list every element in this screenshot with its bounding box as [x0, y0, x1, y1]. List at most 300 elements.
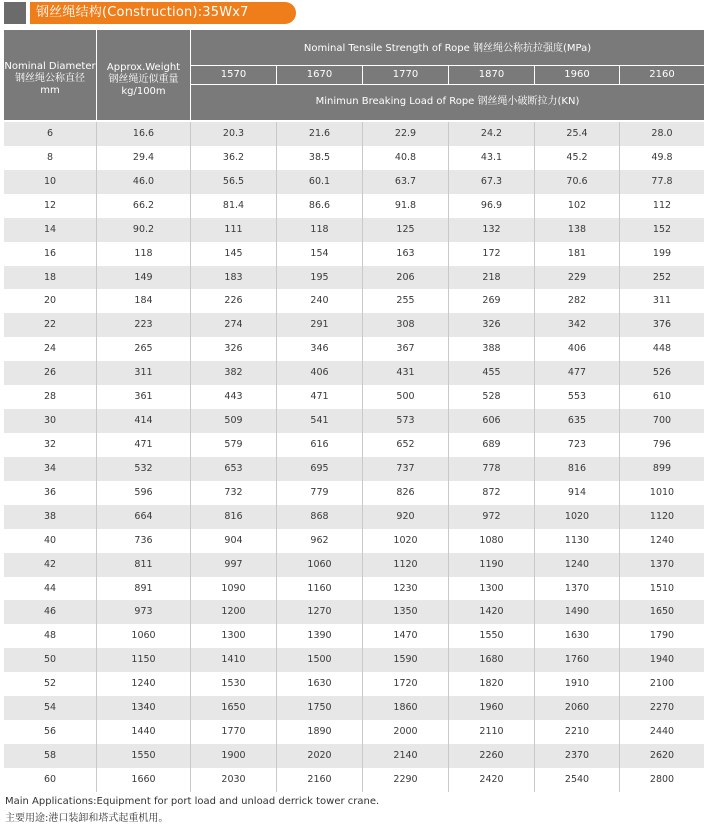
- cell-weight: 46.0: [132, 175, 155, 187]
- cell-breaking-load: 1630: [307, 678, 332, 690]
- cell-breaking-load: 195: [310, 271, 329, 283]
- column-divider: [276, 577, 277, 601]
- column-divider: [96, 266, 97, 290]
- cell-breaking-load: 471: [310, 391, 329, 403]
- cell-breaking-load: 111: [224, 223, 243, 235]
- column-divider: [190, 170, 191, 194]
- cell-breaking-load: 1080: [479, 534, 504, 546]
- cell-breaking-load: 2440: [649, 726, 675, 738]
- column-divider: [190, 505, 191, 529]
- cell-breaking-load: 2270: [649, 702, 675, 714]
- cell-breaking-load: 86.6: [308, 199, 331, 211]
- cell-breaking-load: 1860: [393, 702, 418, 714]
- cell-breaking-load: 689: [482, 438, 501, 450]
- column-divider: [448, 720, 449, 744]
- cell-breaking-load: 579: [224, 438, 243, 450]
- column-divider: [448, 409, 449, 433]
- cell-breaking-load: 125: [396, 223, 415, 235]
- header-grade-1870: 1870: [449, 66, 534, 84]
- cell-breaking-load: 737: [396, 462, 415, 474]
- column-divider: [96, 744, 97, 768]
- cell-breaking-load: 606: [482, 415, 501, 427]
- column-divider: [448, 481, 449, 505]
- cell-breaking-load: 1130: [564, 534, 590, 546]
- cell-breaking-load: 1240: [649, 534, 675, 546]
- cell-weight: 16.6: [132, 128, 155, 139]
- column-divider: [448, 218, 449, 242]
- cell-breaking-load: 526: [652, 367, 672, 379]
- cell-breaking-load: 255: [396, 295, 415, 307]
- cell-breaking-load: 1370: [649, 558, 675, 570]
- column-divider: [96, 433, 97, 457]
- column-divider: [190, 481, 191, 505]
- column-divider: [276, 505, 277, 529]
- cell-breaking-load: 45.2: [566, 151, 588, 163]
- column-divider: [534, 170, 535, 194]
- column-divider: [190, 457, 191, 481]
- column-divider: [362, 337, 363, 361]
- column-divider: [362, 218, 363, 242]
- column-divider: [362, 289, 363, 313]
- cell-breaking-load: 2100: [649, 678, 675, 690]
- column-divider: [362, 577, 363, 601]
- column-divider: [534, 242, 535, 266]
- column-divider: [534, 433, 535, 457]
- cell-breaking-load: 1720: [393, 678, 418, 690]
- column-divider: [619, 768, 620, 792]
- cell-diameter: 26: [43, 367, 57, 379]
- column-divider: [96, 337, 97, 361]
- cell-breaking-load: 2020: [307, 749, 332, 761]
- column-divider: [448, 122, 449, 146]
- column-divider: [96, 242, 97, 266]
- cell-breaking-load: 2290: [393, 773, 418, 785]
- column-divider: [448, 505, 449, 529]
- column-divider: [362, 768, 363, 792]
- cell-breaking-load: 342: [567, 319, 587, 331]
- table-row: [4, 170, 704, 194]
- cell-breaking-load: 291: [310, 319, 329, 331]
- cell-breaking-load: 24.2: [480, 128, 503, 139]
- cell-breaking-load: 1680: [479, 654, 504, 666]
- column-divider: [362, 672, 363, 696]
- cell-breaking-load: 181: [567, 247, 587, 259]
- cell-diameter: 36: [43, 486, 57, 498]
- column-divider: [362, 481, 363, 505]
- cell-breaking-load: 1500: [307, 654, 332, 666]
- cell-breaking-load: 96.9: [480, 199, 503, 211]
- table-row: [4, 289, 704, 313]
- column-divider: [96, 720, 97, 744]
- cell-breaking-load: 1420: [479, 606, 504, 618]
- column-divider: [276, 720, 277, 744]
- column-divider: [96, 361, 97, 385]
- cell-weight: 1150: [131, 654, 156, 666]
- column-divider: [276, 361, 277, 385]
- cell-weight: 471: [134, 438, 153, 450]
- title-text: 钢丝绳结构(Construction):35Wx7: [36, 5, 249, 20]
- column-divider: [448, 768, 449, 792]
- header-col2-unit: kg/100m: [121, 86, 166, 97]
- cell-breaking-load: 1120: [649, 510, 675, 522]
- column-divider: [362, 696, 363, 720]
- table-row: [4, 146, 704, 170]
- cell-weight: 736: [134, 534, 153, 546]
- column-divider: [619, 505, 620, 529]
- cell-breaking-load: 240: [310, 295, 329, 307]
- cell-breaking-load: 455: [482, 367, 501, 379]
- cell-breaking-load: 695: [310, 462, 329, 474]
- column-divider: [96, 529, 97, 553]
- main-applications-zh: 主要用途:港口装卸和塔式起重机用。: [5, 813, 169, 824]
- column-divider: [96, 146, 97, 170]
- cell-breaking-load: 282: [567, 295, 587, 307]
- cell-breaking-load: 1160: [307, 582, 332, 594]
- cell-diameter: 48: [43, 630, 57, 642]
- column-divider: [96, 194, 97, 218]
- column-divider: [619, 337, 620, 361]
- column-divider: [619, 433, 620, 457]
- table-row: [4, 529, 704, 553]
- cell-breaking-load: 1490: [564, 606, 590, 618]
- column-divider: [534, 266, 535, 290]
- column-divider: [190, 433, 191, 457]
- column-divider: [534, 194, 535, 218]
- column-divider: [276, 266, 277, 290]
- cell-breaking-load: 183: [224, 271, 243, 283]
- column-divider: [276, 122, 277, 146]
- cell-breaking-load: 1120: [393, 558, 418, 570]
- column-divider: [534, 529, 535, 553]
- cell-diameter: 6: [46, 128, 54, 139]
- column-divider: [448, 696, 449, 720]
- cell-breaking-load: 2260: [479, 749, 504, 761]
- column-divider: [96, 289, 97, 313]
- column-divider: [534, 289, 535, 313]
- cell-breaking-load: 1020: [564, 510, 590, 522]
- cell-breaking-load: 1630: [564, 630, 590, 642]
- cell-breaking-load: 1750: [307, 702, 332, 714]
- header-breaking-load: Minimun Breaking Load of Rope 钢丝绳小破断拉力(KN): [191, 85, 704, 120]
- column-divider: [190, 266, 191, 290]
- cell-breaking-load: 152: [652, 223, 672, 235]
- cell-breaking-load: 326: [482, 319, 501, 331]
- cell-breaking-load: 308: [396, 319, 415, 331]
- column-divider: [190, 768, 191, 792]
- column-divider: [362, 385, 363, 409]
- column-divider: [448, 553, 449, 577]
- cell-breaking-load: 1550: [479, 630, 504, 642]
- cell-breaking-load: 868: [310, 510, 329, 522]
- column-divider: [362, 194, 363, 218]
- cell-breaking-load: 553: [567, 391, 587, 403]
- cell-breaking-load: 431: [396, 367, 415, 379]
- table-row: [4, 194, 704, 218]
- column-divider: [448, 648, 449, 672]
- cell-breaking-load: 2420: [479, 773, 504, 785]
- cell-diameter: 14: [43, 223, 57, 235]
- cell-breaking-load: 346: [310, 343, 329, 355]
- column-divider: [619, 313, 620, 337]
- cell-breaking-load: 616: [310, 438, 329, 450]
- cell-diameter: 24: [43, 343, 57, 355]
- table-row: [4, 409, 704, 433]
- column-divider: [362, 744, 363, 768]
- cell-breaking-load: 22.9: [394, 128, 417, 139]
- column-divider: [96, 577, 97, 601]
- column-divider: [96, 122, 97, 146]
- table-row: [4, 768, 704, 792]
- cell-breaking-load: 1230: [393, 582, 418, 594]
- column-divider: [96, 672, 97, 696]
- cell-diameter: 32: [43, 438, 57, 450]
- table-row: [4, 433, 704, 457]
- cell-weight: 118: [134, 247, 153, 259]
- cell-breaking-load: 38.5: [308, 151, 331, 163]
- cell-diameter: 44: [43, 582, 57, 594]
- table-row: [4, 481, 704, 505]
- column-divider: [619, 744, 620, 768]
- header-nominal-diameter: [4, 30, 96, 120]
- column-divider: [276, 768, 277, 792]
- column-divider: [190, 696, 191, 720]
- cell-breaking-load: 920: [396, 510, 415, 522]
- cell-diameter: 22: [43, 319, 57, 331]
- cell-weight: 361: [134, 391, 153, 403]
- cell-breaking-load: 1530: [221, 678, 246, 690]
- column-divider: [362, 624, 363, 648]
- cell-breaking-load: 367: [396, 343, 415, 355]
- cell-breaking-load: 1590: [393, 654, 418, 666]
- cell-breaking-load: 700: [652, 415, 672, 427]
- cell-breaking-load: 1960: [479, 702, 504, 714]
- cell-breaking-load: 1370: [564, 582, 590, 594]
- column-divider: [448, 194, 449, 218]
- column-divider: [276, 648, 277, 672]
- cell-breaking-load: 132: [482, 223, 501, 235]
- column-divider: [362, 553, 363, 577]
- cell-breaking-load: 226: [224, 295, 243, 307]
- data-table-body: [4, 122, 704, 792]
- column-divider: [534, 146, 535, 170]
- column-divider: [448, 289, 449, 313]
- column-divider: [276, 672, 277, 696]
- cell-weight: 29.4: [132, 151, 155, 163]
- column-divider: [190, 385, 191, 409]
- cell-weight: 149: [134, 271, 153, 283]
- column-divider: [362, 720, 363, 744]
- cell-diameter: 50: [43, 654, 57, 666]
- column-divider: [362, 505, 363, 529]
- cell-diameter: 20: [43, 295, 57, 307]
- table-row: [4, 457, 704, 481]
- cell-breaking-load: 1020: [393, 534, 418, 546]
- cell-breaking-load: 1900: [221, 749, 246, 761]
- column-divider: [276, 553, 277, 577]
- cell-breaking-load: 118: [310, 223, 329, 235]
- column-divider: [362, 457, 363, 481]
- cell-breaking-load: 899: [652, 462, 672, 474]
- header-tensile-strength: Nominal Tensile Strength of Rope 钢丝绳公称抗拉强度(MPa): [191, 30, 704, 65]
- column-divider: [190, 744, 191, 768]
- header-grade-1670: 1670: [277, 66, 362, 84]
- cell-breaking-load: 21.6: [308, 128, 331, 139]
- cell-breaking-load: 1760: [564, 654, 590, 666]
- column-divider: [190, 361, 191, 385]
- cell-weight: 311: [134, 367, 153, 379]
- column-divider: [190, 337, 191, 361]
- cell-breaking-load: 2620: [649, 749, 675, 761]
- cell-diameter: 18: [43, 271, 57, 283]
- column-divider: [276, 242, 277, 266]
- cell-breaking-load: 1090: [221, 582, 246, 594]
- cell-breaking-load: 326: [224, 343, 243, 355]
- cell-breaking-load: 826: [396, 486, 415, 498]
- column-divider: [619, 146, 620, 170]
- column-divider: [619, 672, 620, 696]
- column-divider: [96, 768, 97, 792]
- column-divider: [276, 218, 277, 242]
- cell-breaking-load: 1200: [221, 606, 246, 618]
- cell-breaking-load: 63.7: [394, 175, 417, 187]
- cell-diameter: 40: [43, 534, 57, 546]
- cell-breaking-load: 2030: [221, 773, 246, 785]
- table-row: [4, 696, 704, 720]
- column-divider: [276, 624, 277, 648]
- cell-breaking-load: 2140: [393, 749, 418, 761]
- column-divider: [534, 122, 535, 146]
- column-divider: [534, 385, 535, 409]
- column-divider: [619, 170, 620, 194]
- column-divider: [96, 481, 97, 505]
- cell-breaking-load: 1240: [564, 558, 590, 570]
- column-divider: [619, 289, 620, 313]
- column-divider: [448, 529, 449, 553]
- table-row: [4, 218, 704, 242]
- table-row: [4, 337, 704, 361]
- cell-breaking-load: 199: [652, 247, 672, 259]
- cell-breaking-load: 904: [224, 534, 243, 546]
- column-divider: [619, 266, 620, 290]
- column-divider: [276, 433, 277, 457]
- cell-breaking-load: 732: [224, 486, 243, 498]
- main-applications-en: Main Applications:Equipment for port load and unload derrick tower crane.: [5, 796, 380, 807]
- column-divider: [448, 577, 449, 601]
- column-divider: [96, 600, 97, 624]
- column-divider: [276, 337, 277, 361]
- column-divider: [534, 648, 535, 672]
- cell-weight: 265: [134, 343, 153, 355]
- column-divider: [534, 577, 535, 601]
- cell-breaking-load: 112: [652, 199, 672, 211]
- cell-breaking-load: 816: [224, 510, 243, 522]
- column-divider: [619, 624, 620, 648]
- cell-breaking-load: 172: [482, 247, 501, 259]
- cell-breaking-load: 1470: [393, 630, 418, 642]
- column-divider: [190, 529, 191, 553]
- cell-breaking-load: 653: [224, 462, 243, 474]
- column-divider: [448, 313, 449, 337]
- cell-diameter: 54: [43, 702, 57, 714]
- cell-weight: 532: [134, 462, 153, 474]
- cell-breaking-load: 2370: [564, 749, 590, 761]
- column-divider: [534, 409, 535, 433]
- column-divider: [619, 600, 620, 624]
- cell-breaking-load: 77.8: [651, 175, 673, 187]
- cell-breaking-load: 610: [652, 391, 672, 403]
- cell-breaking-load: 962: [310, 534, 329, 546]
- header-col1-unit: mm: [40, 85, 60, 96]
- cell-breaking-load: 723: [567, 438, 587, 450]
- cell-breaking-load: 229: [567, 271, 587, 283]
- cell-breaking-load: 2000: [393, 726, 418, 738]
- column-divider: [448, 170, 449, 194]
- cell-diameter: 46: [43, 606, 57, 618]
- cell-breaking-load: 36.2: [222, 151, 245, 163]
- section-title: [0, 0, 300, 26]
- cell-breaking-load: 43.1: [480, 151, 503, 163]
- table-row: [4, 553, 704, 577]
- cell-breaking-load: 269: [482, 295, 501, 307]
- cell-diameter: 42: [43, 558, 57, 570]
- column-divider: [534, 505, 535, 529]
- cell-breaking-load: 2160: [307, 773, 332, 785]
- cell-breaking-load: 376: [652, 319, 672, 331]
- cell-breaking-load: 1770: [221, 726, 246, 738]
- cell-diameter: 56: [43, 726, 57, 738]
- column-divider: [534, 600, 535, 624]
- cell-breaking-load: 1270: [307, 606, 332, 618]
- cell-diameter: 12: [43, 199, 57, 211]
- column-divider: [362, 122, 363, 146]
- column-divider: [190, 242, 191, 266]
- header-grade-1770: 1770: [363, 66, 448, 84]
- cell-breaking-load: 652: [396, 438, 415, 450]
- column-divider: [619, 457, 620, 481]
- table-row: [4, 505, 704, 529]
- cell-weight: 1440: [131, 726, 156, 738]
- column-divider: [362, 361, 363, 385]
- cell-breaking-load: 163: [396, 247, 415, 259]
- column-divider: [276, 385, 277, 409]
- cell-weight: 1060: [131, 630, 156, 642]
- cell-weight: 811: [134, 558, 153, 570]
- header-col1-zh: 钢丝绳公称直径: [15, 73, 85, 84]
- column-divider: [362, 266, 363, 290]
- cell-weight: 1340: [131, 702, 156, 714]
- cell-breaking-load: 81.4: [222, 199, 245, 211]
- cell-breaking-load: 56.5: [222, 175, 245, 187]
- cell-weight: 891: [134, 582, 153, 594]
- column-divider: [448, 337, 449, 361]
- column-divider: [619, 481, 620, 505]
- column-divider: [448, 600, 449, 624]
- column-divider: [448, 242, 449, 266]
- table-row: [4, 672, 704, 696]
- column-divider: [362, 242, 363, 266]
- cell-breaking-load: 406: [310, 367, 329, 379]
- column-divider: [362, 529, 363, 553]
- column-divider: [96, 696, 97, 720]
- table-row: [4, 744, 704, 768]
- cell-breaking-load: 477: [567, 367, 587, 379]
- cell-diameter: 30: [43, 415, 57, 427]
- column-divider: [190, 218, 191, 242]
- column-divider: [190, 648, 191, 672]
- cell-breaking-load: 872: [482, 486, 501, 498]
- column-divider: [96, 218, 97, 242]
- cell-breaking-load: 1300: [479, 582, 504, 594]
